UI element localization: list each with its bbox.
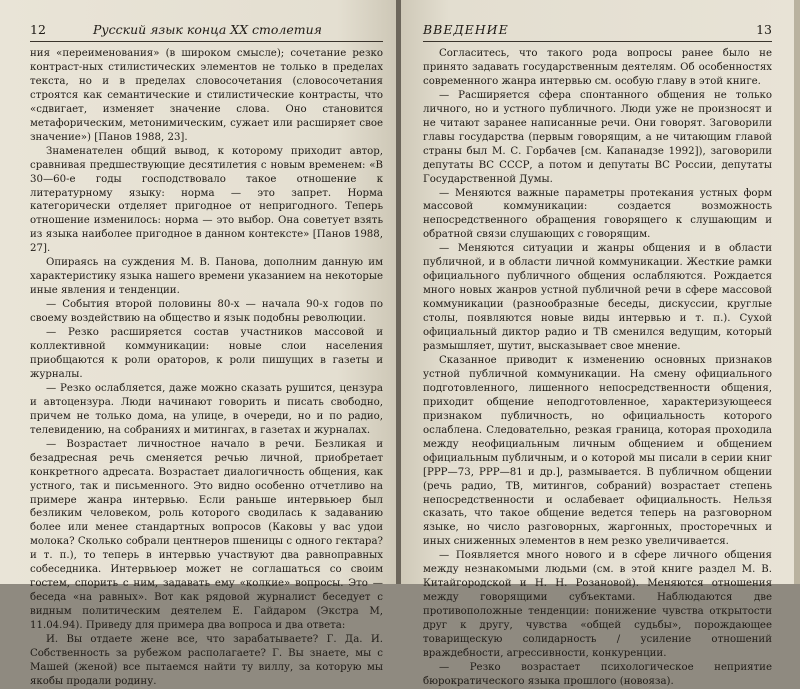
- right-page-header: [423, 22, 772, 42]
- right-page-body: [423, 47, 772, 689]
- paragraph-dialogue: И. Вы отдаете жене все, что зарабатываете? Г. Да. И. Собственность за рубежом располагаете? Г. Вы знаете, мы с Машей (женой) все пытаемся найти ту виллу, за которую мы якобы продали родину.: [30, 634, 383, 687]
- left-page-header: [30, 22, 383, 42]
- paragraph: Знаменателен общий вывод, к которому приходит автор, сравнивая предшествующие десятилетия с новым временем: «В 30—60-е годы господствовало такое отношение к литературному языку: норма — это запрет. Норма категорически отделяет пригодное от непригодного. Теперь отношение изменилось: норма — это выбор. Она советует взять из языка наиболее пригодное в данном контексте» [Панов 1988, 27].: [30, 145, 383, 255]
- paragraph: — Меняются ситуации и жанры общения и в области публичной, и в области личной коммуникации. Жесткие рамки официального публичного общения ослабляются. Рождается много новых жанров устной публичной речи в сфере массовой коммуникации (разнообразные беседы, дискуссии, круглые столы, появляются новые виды интервью и т. п.). Сухой официальный диктор радио и ТВ сменился ведущим, который размышляет, шутит, высказывает свое мнение.: [423, 243, 772, 353]
- left-page-body: [30, 47, 383, 689]
- page-number-right: 13: [756, 22, 772, 37]
- paragraph: — Резко расширяется состав участников массовой и коллективной коммуникации: новые слои населения приобщаются к роли ораторов, к роли пишущих в газеты и журналы.: [30, 327, 383, 380]
- paragraph: — Возрастает личностное начало в речи. Безликая и безадресная речь сменяется речью личной, приобретает конкретного адресата. Возрастает диалогичность общения, как устного, так и письменного. Это видно особенно отчетливо на примере жанра интервью. Если раньше интервьюер был безликим человеком, роль которого сводилась к задаванию более или менее стандартных вопросов (Каковы у вас удои молока? Сколько собрали центнеров пшеницы с одного гектара? и т. п.), то теперь в интервью участвуют два равноправных собеседника. Интервьюер может не соглашаться со своим гостем, спорить с ним, задавать ему «колкие» вопросы. Это — беседа «на равных». Вот как рядовой журналист беседует с видным политическим деятелем Е. Гайдаром (Экстра М, 11.04.94). Приведу для примера два вопроса и два ответа:: [30, 438, 383, 632]
- left-page: [0, 0, 397, 687]
- paragraph: Сказанное приводит к изменению основных признаков устной публичной коммуникации. На смену официального подготовленного, лишенного непосредственности общения, приходит общение неподготовленное, характеризующееся признаком публичность, но официальность которого ослаблена. Следовательно, резкая граница, которая проходила между неофициальным личным общением и общением официальным публичным, и о которой мы писали в серии книг [РРР—73, РРР—81 и др.], размывается. В публичном общении (речь радио, ТВ, митингов, собраний) возрастает степень непосредственности и ослабевает официальность. Нельзя сказать, что такое общение ведется теперь на разговорном языке, но число разговорных, жаргонных, просторечных и иных сниженных элементов в нем резко увеличивается.: [423, 354, 772, 548]
- paragraph: — Меняются важные параметры протекания устных форм массовой коммуникации: создается возможность непосредственного обращения говорящего к слушающим и обратной связи слушающих с говорящим.: [423, 187, 772, 241]
- page-edge: [794, 0, 800, 584]
- paragraph: — Появляется много нового и в сфере личного общения между незнакомыми людьми (см. в этой книге раздел М. В. Китайгородской и Н. Н. Розановой). Меняются отношения между говорящими субъектами. Наблюдаются две противоположные тенденции: понижение чувства открытости друг к другу, чувства «общей судьбы», порождающее товарищескую солидарность / усиление отношений враждебности, агрессивности, конкуренции.: [423, 550, 772, 659]
- paragraph: Опираясь на суждения М. В. Панова, дополним данную им характеристику языка нашего времени указанием на некоторые иные явления и тенденции.: [30, 257, 383, 297]
- right-page: [401, 0, 800, 687]
- paragraph: Согласитесь, что такого рода вопросы ранее было не принято задавать государственным деятелям. Об особенностях современного жанра интервью см. особую главу в этой книге.: [423, 48, 772, 87]
- paragraph: — Расширяется сфера спонтанного общения не только личного, но и устного публичного. Люди уже не произносят и не читают заранее написанные речи. Они говорят. Заговорили главы государства (первым говорящим, а не читающим главой страны был М. С. Горбачев [см. Капанадзе 1992]), заговорили депутаты ВС СССР, а потом и депутаты ВС России, депутаты Государственной Думы.: [423, 89, 772, 185]
- paragraph: — События второй половины 80-х — начала 90-х годов по своему воздействию на общество и язык подобны революции.: [30, 299, 383, 325]
- paragraph: ния «переименования» (в широком смысле); сочетание резко контраст-ных стилистических элементов не только в пределах текста, но и в пределах словосочетания (словосочетания строятся как семантические и стилистические контрасты, что «сдвигает, изменяет значение слова. Оно становится метафорическим, метонимическим, сужает или расширяет свое значение») [Панов 1988, 23].: [30, 48, 383, 143]
- running-title-right: ВВЕДЕНИЕ: [423, 22, 509, 37]
- paragraph: — Резко ослабляется, даже можно сказать рушится, цензура и автоцензура. Люди начинают говорить и писать свободно, причем не только дома, на улице, в очереди, но и по радио, телевидению, на собраниях и митингах, в газетах и журналах.: [30, 382, 383, 436]
- page-number-left: 12: [30, 22, 46, 37]
- paragraph: — Резко возрастает психологическое неприятие бюрократического языка прошлого (новояза).: [423, 661, 772, 687]
- running-title-left: Русский язык конца XX столетия: [92, 22, 322, 37]
